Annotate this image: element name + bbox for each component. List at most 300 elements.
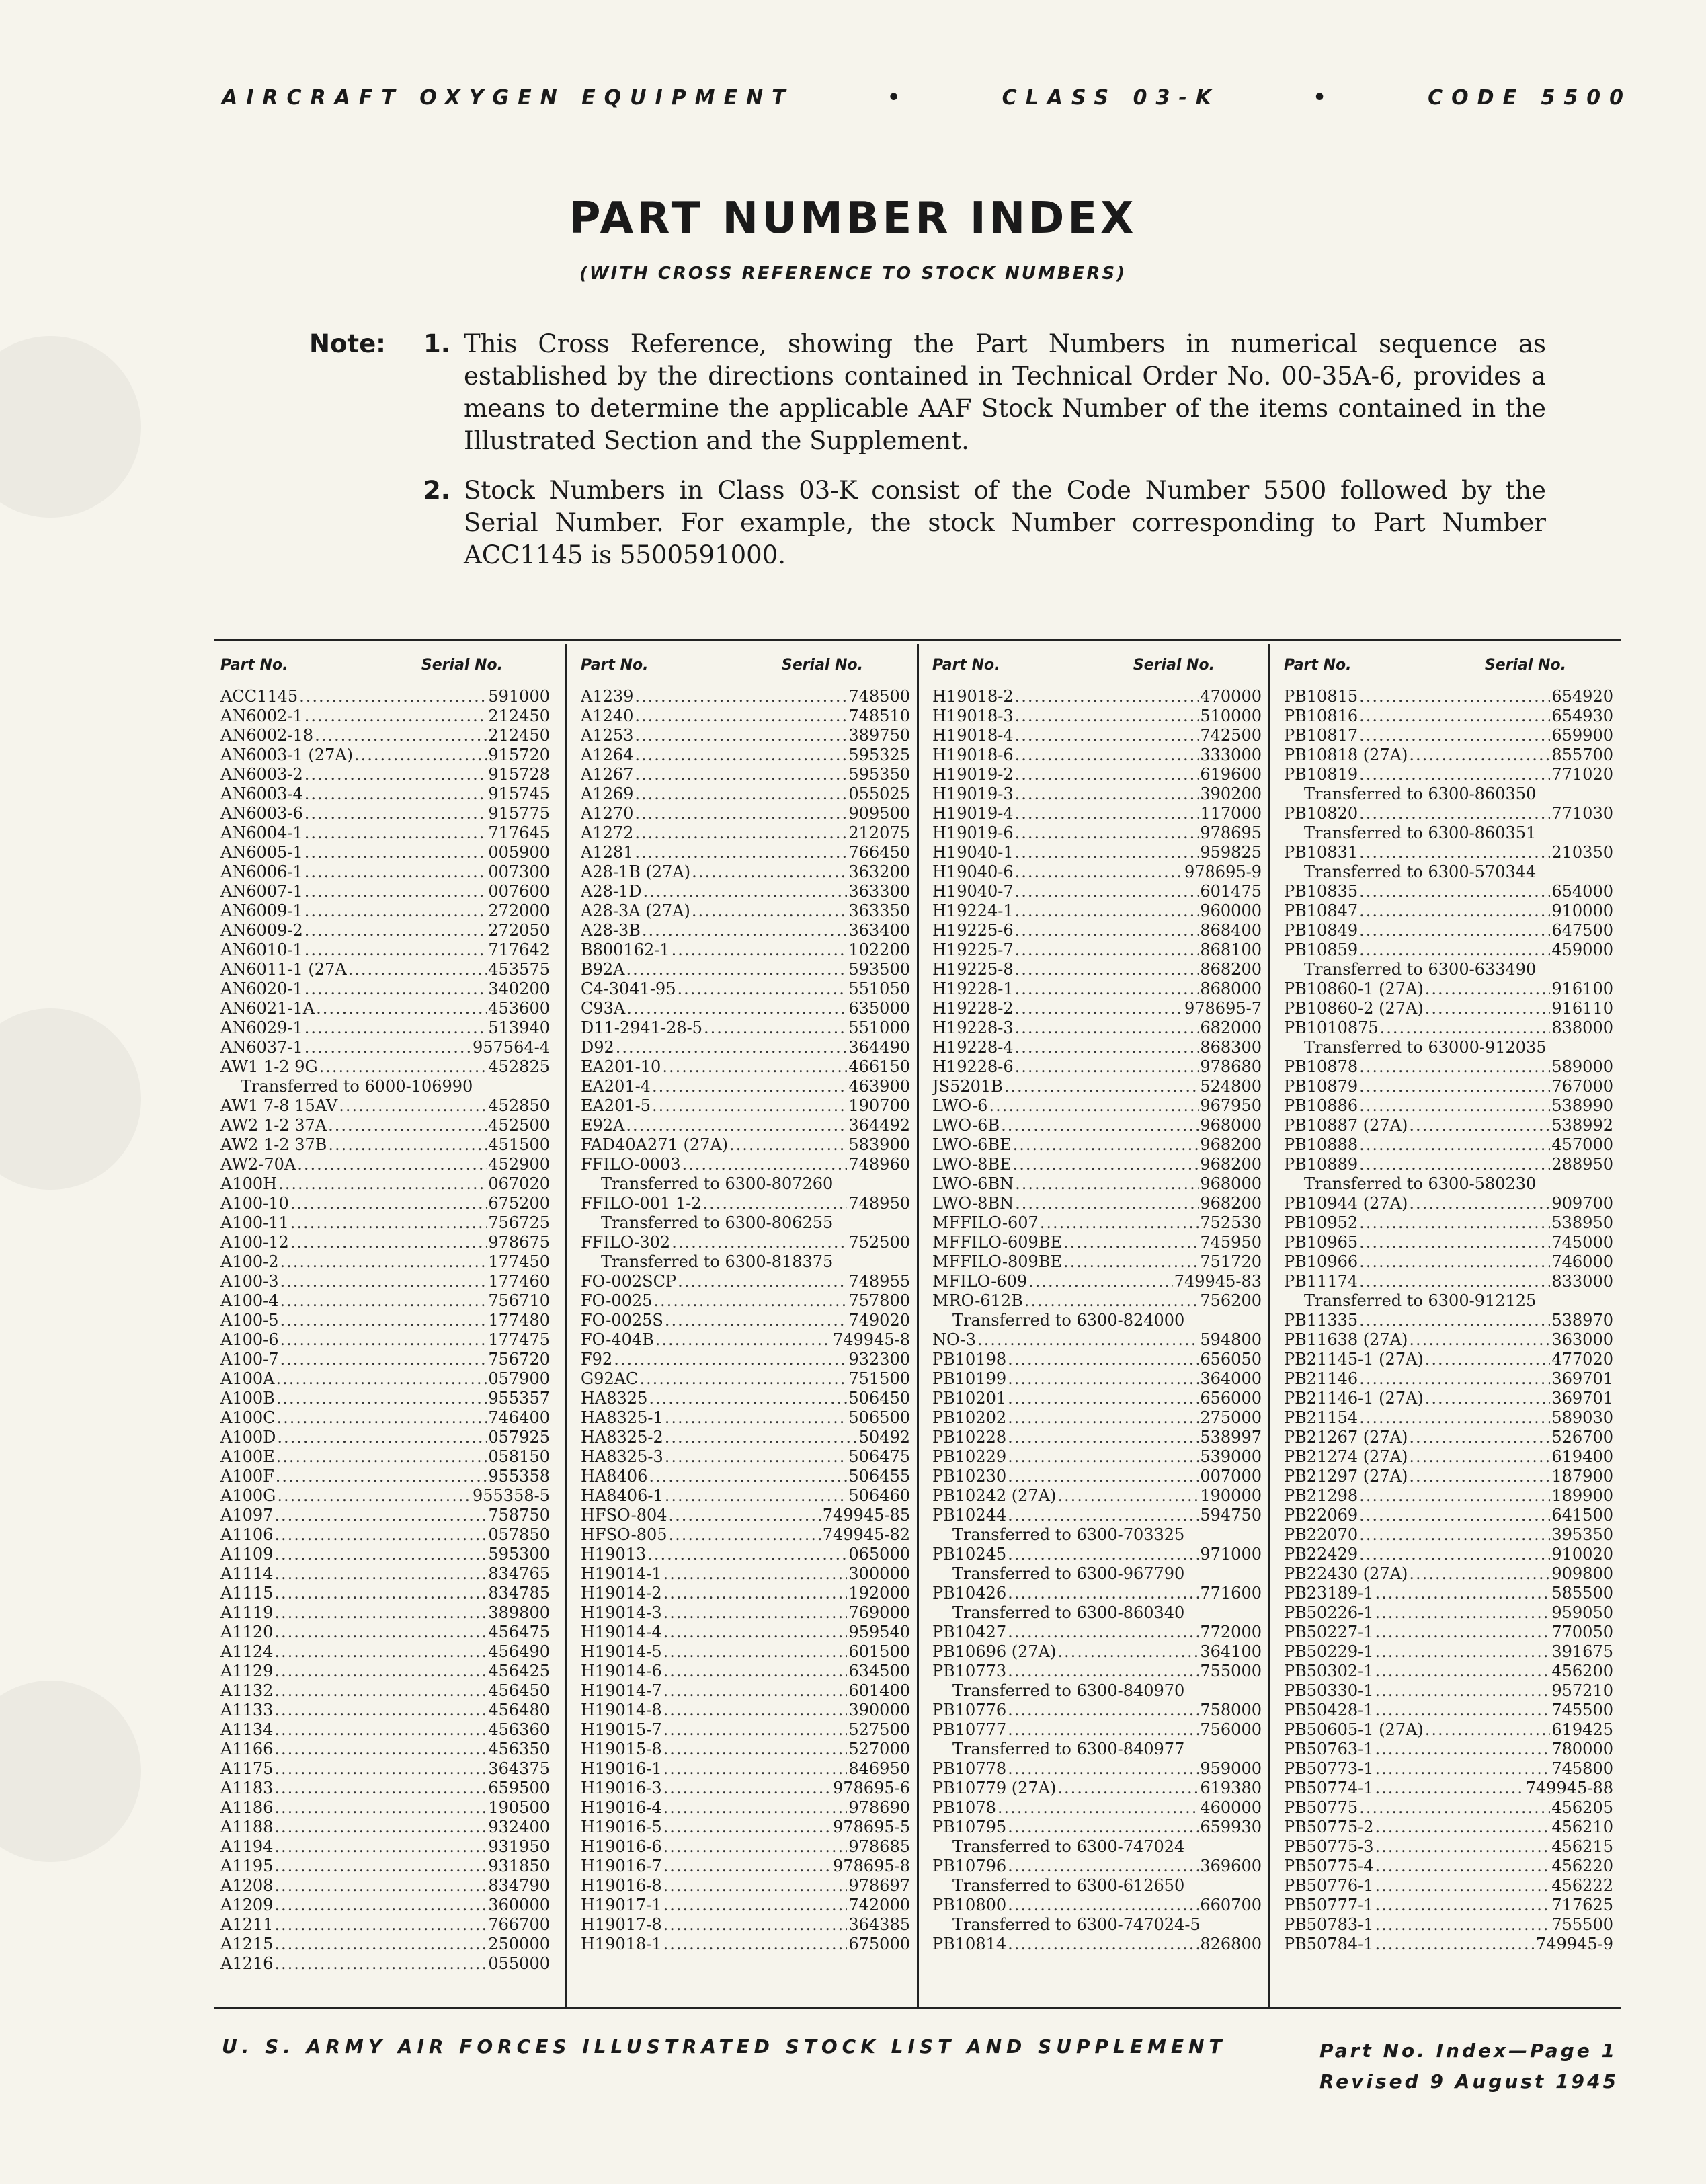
- leader-dots: [276, 1467, 487, 1486]
- serial-number: 932300: [848, 1350, 910, 1369]
- transfer-note: [581, 1252, 910, 1272]
- leader-dots: [1008, 1623, 1199, 1642]
- leader-dots: [1008, 1369, 1199, 1389]
- serial-number: 057925: [488, 1428, 550, 1447]
- footer-publication: U. S. ARMY AIR FORCES ILLUSTRATED STOCK LIST AND SUPPLEMENT: [222, 2035, 1227, 2058]
- leader-dots: [1008, 1447, 1199, 1467]
- part-number: A1175: [220, 1759, 274, 1778]
- leader-dots: [1375, 1779, 1525, 1798]
- leader-dots: [1004, 1077, 1199, 1096]
- part-number: PB10228: [932, 1428, 1007, 1447]
- index-entry: [581, 1876, 910, 1896]
- index-entry: [1284, 1252, 1613, 1272]
- serial-number: 055025: [848, 784, 910, 803]
- serial-number: 250000: [488, 1935, 550, 1953]
- part-number: PB10849: [1284, 921, 1358, 940]
- index-entry: [1284, 1213, 1613, 1233]
- part-number: A100A: [220, 1369, 275, 1388]
- index-entry: [1284, 1233, 1613, 1252]
- index-entry: [1284, 1486, 1613, 1506]
- header-bullet: •: [1313, 86, 1335, 110]
- part-number: PB10201: [932, 1389, 1007, 1408]
- leader-dots: [1015, 804, 1199, 823]
- leader-dots: [1359, 1135, 1550, 1155]
- index-entry: [581, 1330, 910, 1350]
- leader-dots: [277, 1486, 471, 1506]
- part-number: FO-0025: [581, 1291, 653, 1310]
- leader-dots: [1008, 1350, 1199, 1369]
- index-entry: [220, 1233, 550, 1252]
- leader-dots: [635, 784, 847, 804]
- leader-dots: [635, 765, 847, 784]
- part-number: A1132: [220, 1681, 274, 1700]
- part-number: H19016-4: [581, 1798, 662, 1817]
- leader-dots: [729, 1135, 847, 1155]
- part-number: PB10777: [932, 1720, 1007, 1739]
- part-number: A1188: [220, 1818, 274, 1836]
- part-number: PB10427: [932, 1623, 1007, 1642]
- index-entry: [932, 1135, 1262, 1155]
- leader-dots: [1375, 1603, 1551, 1623]
- leader-dots: [304, 765, 487, 784]
- index-entry: [581, 1018, 910, 1038]
- column-header: [932, 652, 1262, 679]
- index-entry: [1284, 1096, 1613, 1116]
- leader-dots: [655, 1330, 831, 1350]
- serial-number: 751500: [848, 1369, 910, 1388]
- part-number: PB21297 (27A): [1284, 1467, 1408, 1486]
- index-entry: [220, 979, 550, 999]
- serial-number: 748950: [848, 1194, 910, 1213]
- serial-number: 506455: [848, 1467, 910, 1486]
- serial-number: 647500: [1551, 921, 1613, 940]
- part-number: JS5201B: [932, 1077, 1003, 1096]
- index-entry: [220, 1798, 550, 1818]
- index-entry: [220, 1857, 550, 1876]
- index-entry: [1284, 1018, 1613, 1038]
- serial-number: 363300: [848, 882, 910, 901]
- part-number: PB50428-1: [1284, 1701, 1374, 1720]
- leader-dots: [277, 1408, 487, 1428]
- leader-dots: [669, 1525, 821, 1545]
- serial-number: 916110: [1551, 999, 1613, 1018]
- serial-number: 748510: [848, 706, 910, 725]
- index-entry: [1284, 882, 1613, 901]
- leader-dots: [1015, 687, 1199, 706]
- index-entry: [581, 901, 910, 921]
- leader-dots: [1008, 1935, 1199, 1954]
- leader-dots: [1008, 1818, 1199, 1837]
- serial-number: 457000: [1551, 1135, 1613, 1154]
- leader-dots: [1375, 1857, 1551, 1876]
- index-entry: [1284, 745, 1613, 765]
- leader-dots: [672, 940, 848, 960]
- part-number: PB10889: [1284, 1155, 1358, 1174]
- index-entry: [581, 1467, 910, 1486]
- note-number: 2.: [423, 476, 450, 505]
- serial-number: 660700: [1200, 1896, 1262, 1914]
- part-number: AN6002-18: [220, 726, 314, 745]
- index-entry: [932, 1291, 1262, 1311]
- index-entry: [1284, 1155, 1613, 1174]
- leader-dots: [1359, 1077, 1550, 1096]
- part-number: AN6009-1: [220, 901, 303, 920]
- serial-number: 834785: [488, 1584, 550, 1603]
- serial-number: 978690: [848, 1798, 910, 1817]
- leader-dots: [626, 999, 847, 1018]
- serial-number: 770050: [1551, 1623, 1613, 1642]
- part-number: H19014-1: [581, 1564, 662, 1583]
- leader-dots: [274, 1623, 487, 1642]
- leader-dots: [315, 726, 487, 745]
- leader-dots: [1375, 1642, 1551, 1662]
- transfer-text: Transferred to 6300-860350: [1304, 784, 1537, 803]
- leader-dots: [274, 1915, 487, 1935]
- part-number: AN6007-1: [220, 882, 303, 901]
- part-number: H19019-4: [932, 804, 1014, 823]
- leader-dots: [274, 1564, 487, 1584]
- leader-dots: [663, 1623, 848, 1642]
- part-number: NO-3: [932, 1330, 976, 1349]
- index-entry: [1284, 1506, 1613, 1525]
- transfer-text: Transferred to 63000-912035: [1304, 1038, 1547, 1057]
- index-entry: [1284, 1759, 1613, 1779]
- leader-dots: [665, 1447, 848, 1467]
- leader-dots: [1359, 1233, 1550, 1252]
- leader-dots: [1375, 1584, 1551, 1603]
- index-entry: [220, 1428, 550, 1447]
- part-number: A100-10: [220, 1194, 289, 1213]
- transfer-note: [932, 1564, 1262, 1584]
- index-entry: [581, 1408, 910, 1428]
- transfer-text: Transferred to 6300-612650: [952, 1876, 1185, 1895]
- leader-dots: [277, 1428, 487, 1447]
- part-number: LWO-6: [932, 1096, 988, 1115]
- index-entry: [220, 1135, 550, 1155]
- serial-number: 838000: [1551, 1018, 1613, 1037]
- serial-number: 757800: [848, 1291, 910, 1310]
- leader-dots: [649, 1467, 847, 1486]
- part-number: FFILO-0003: [581, 1155, 681, 1174]
- leader-dots: [1375, 1915, 1551, 1935]
- part-number: PB10816: [1284, 706, 1358, 725]
- leader-dots: [1008, 1545, 1199, 1564]
- column-header-serial: Serial No.: [781, 657, 863, 674]
- index-entry: [932, 823, 1262, 843]
- part-number: HA8406: [581, 1467, 648, 1486]
- serial-number: 456200: [1551, 1662, 1613, 1681]
- index-entry: [1284, 804, 1613, 823]
- leader-dots: [1409, 1447, 1550, 1467]
- leader-dots: [692, 901, 848, 921]
- leader-dots: [665, 1311, 848, 1330]
- leader-dots: [653, 1291, 847, 1311]
- part-number: H19014-5: [581, 1642, 662, 1661]
- part-number: PB10888: [1284, 1135, 1358, 1154]
- note-label: Note:: [309, 329, 386, 358]
- part-number: A1106: [220, 1525, 274, 1544]
- part-number: A100-3: [220, 1272, 279, 1291]
- leader-dots: [274, 1662, 487, 1681]
- serial-number: 463900: [848, 1077, 910, 1096]
- serial-number: 538950: [1551, 1213, 1613, 1232]
- index-entry: [220, 1564, 550, 1584]
- serial-number: 177475: [488, 1330, 550, 1349]
- part-number: A100C: [220, 1408, 276, 1427]
- part-number: A1264: [581, 745, 634, 764]
- part-number: AN6009-2: [220, 921, 303, 940]
- leader-dots: [1015, 979, 1199, 999]
- index-entry: [581, 960, 910, 979]
- index-entry: [1284, 940, 1613, 960]
- serial-number: 50492: [858, 1428, 910, 1447]
- serial-number: 957210: [1551, 1681, 1613, 1700]
- index-entry: [1284, 1077, 1613, 1096]
- index-entry: [581, 1681, 910, 1701]
- part-number: A1186: [220, 1798, 274, 1817]
- index-entry: [220, 901, 550, 921]
- header-class: CLASS 03-K: [1002, 86, 1221, 110]
- serial-number: 364385: [848, 1915, 910, 1934]
- index-entry: [932, 1798, 1262, 1818]
- serial-number: 591000: [488, 687, 550, 706]
- index-entry: [220, 1759, 550, 1779]
- serial-number: 868200: [1200, 960, 1262, 979]
- index-entry: [220, 687, 550, 706]
- index-entry: [220, 745, 550, 765]
- serial-number: 915720: [488, 745, 550, 764]
- leader-dots: [702, 1194, 847, 1213]
- serial-number: 978695-7: [1184, 999, 1262, 1018]
- serial-number: 717645: [488, 823, 550, 842]
- serial-number: 190700: [848, 1096, 910, 1115]
- part-number: PB10776: [932, 1701, 1007, 1720]
- part-number: D11-2941-28-5: [581, 1018, 702, 1037]
- index-entry: [1284, 901, 1613, 921]
- leader-dots: [704, 1018, 847, 1038]
- serial-number: 601475: [1200, 882, 1262, 901]
- index-entry: [1284, 979, 1613, 999]
- leader-dots: [304, 1038, 471, 1057]
- index-entry: [581, 843, 910, 862]
- index-entry: [220, 1252, 550, 1272]
- leader-dots: [1008, 1720, 1199, 1740]
- leader-dots: [297, 1155, 487, 1174]
- part-number: PB10815: [1284, 687, 1358, 706]
- part-number: HFSO-804: [581, 1506, 667, 1525]
- column-header: [581, 652, 910, 679]
- leader-dots: [1008, 1896, 1199, 1915]
- leader-dots: [643, 882, 848, 901]
- part-number: AN6005-1: [220, 843, 303, 862]
- serial-number: 272050: [488, 921, 550, 940]
- serial-number: 959825: [1200, 843, 1262, 862]
- serial-number: 833000: [1551, 1272, 1613, 1291]
- index-entry: [1284, 1642, 1613, 1662]
- part-number: A100-5: [220, 1311, 279, 1330]
- leader-dots: [1001, 1116, 1199, 1135]
- serial-number: 477020: [1551, 1350, 1613, 1369]
- serial-number: 117000: [1200, 804, 1262, 823]
- part-number: AN6037-1: [220, 1038, 303, 1057]
- leader-dots: [299, 687, 487, 706]
- footer-revised-date: Revised 9 August 1945: [1319, 2070, 1619, 2093]
- leader-dots: [1409, 1330, 1550, 1350]
- serial-number: 855700: [1551, 745, 1613, 764]
- serial-number: 333000: [1200, 745, 1262, 764]
- serial-number: 868300: [1200, 1038, 1262, 1057]
- part-number: EA201-4: [581, 1077, 651, 1096]
- leader-dots: [663, 1642, 848, 1662]
- part-number: FO-0025S: [581, 1311, 663, 1330]
- serial-number: 364375: [488, 1759, 550, 1778]
- leader-dots: [1015, 823, 1199, 843]
- part-number: H19019-3: [932, 784, 1014, 803]
- transfer-text: Transferred to 6300-633490: [1304, 960, 1537, 979]
- part-number: LWO-8BE: [932, 1155, 1012, 1174]
- index-entry: [932, 1194, 1262, 1213]
- index-entry: [581, 1545, 910, 1564]
- index-entry: [581, 1057, 910, 1077]
- serial-number: 915775: [488, 804, 550, 823]
- serial-number: 363400: [848, 921, 910, 940]
- index-entry: [1284, 1584, 1613, 1603]
- part-number: H19228-3: [932, 1018, 1014, 1037]
- leader-dots: [304, 1018, 487, 1038]
- leader-dots: [1359, 843, 1550, 862]
- part-number: FFILO-302: [581, 1233, 671, 1252]
- serial-number: 834790: [488, 1876, 550, 1895]
- part-number: A28-1B (27A): [581, 862, 691, 881]
- serial-number: 978685: [848, 1837, 910, 1856]
- leader-dots: [328, 1116, 487, 1135]
- part-number: FO-404B: [581, 1330, 654, 1349]
- part-number: PB10242 (27A): [932, 1486, 1057, 1505]
- leader-dots: [1015, 940, 1199, 960]
- index-entry: [1284, 1857, 1613, 1876]
- serial-number: 909700: [1551, 1194, 1613, 1213]
- part-number: PB50776-1: [1284, 1876, 1374, 1895]
- part-number: A1134: [220, 1720, 274, 1739]
- part-number: A1267: [581, 765, 634, 784]
- serial-number: 654920: [1551, 687, 1613, 706]
- index-entry: [581, 999, 910, 1018]
- part-number: PB10229: [932, 1447, 1007, 1466]
- serial-number: 453600: [488, 999, 550, 1018]
- serial-number: 456350: [488, 1740, 550, 1758]
- leader-dots: [1008, 1662, 1199, 1681]
- leader-dots: [663, 1798, 848, 1818]
- index-entry: [220, 843, 550, 862]
- index-entry: [932, 1369, 1262, 1389]
- index-entry: [1284, 1876, 1613, 1896]
- leader-dots: [635, 687, 847, 706]
- serial-number: 538992: [1551, 1116, 1613, 1135]
- part-number: PB10818 (27A): [1284, 745, 1408, 764]
- serial-number: 968000: [1200, 1116, 1262, 1135]
- leader-dots: [1425, 1389, 1551, 1408]
- serial-number: 363200: [848, 862, 910, 881]
- index-entry: [220, 726, 550, 745]
- serial-number: 055000: [488, 1954, 550, 1973]
- leader-dots: [1015, 862, 1183, 882]
- leader-dots: [274, 1720, 487, 1740]
- leader-dots: [276, 1389, 487, 1408]
- serial-number: 369701: [1551, 1389, 1613, 1408]
- part-number: PB21298: [1284, 1486, 1358, 1505]
- serial-number: 755000: [1200, 1662, 1262, 1681]
- serial-number: 460000: [1200, 1798, 1262, 1817]
- part-number: A100-4: [220, 1291, 279, 1310]
- part-number: A100H: [220, 1174, 278, 1193]
- index-entry: [1284, 765, 1613, 784]
- part-number: PB21267 (27A): [1284, 1428, 1408, 1447]
- part-number: H19018-3: [932, 706, 1014, 725]
- leader-dots: [274, 1798, 487, 1818]
- part-number: PB10965: [1284, 1233, 1358, 1252]
- part-number: A28-3B: [581, 921, 641, 940]
- leader-dots: [1015, 921, 1199, 940]
- index-entry: [220, 960, 550, 979]
- index-entry: [581, 1038, 910, 1057]
- part-number: A1109: [220, 1545, 274, 1564]
- part-number: MFILO-609: [932, 1272, 1028, 1291]
- leader-dots: [678, 1272, 847, 1291]
- index-entry: [220, 765, 550, 784]
- serial-number: 916100: [1551, 979, 1613, 998]
- leader-dots: [1359, 1096, 1550, 1116]
- serial-number: 659900: [1551, 726, 1613, 745]
- leader-dots: [663, 1584, 848, 1603]
- index-entry: [581, 882, 910, 901]
- leader-dots: [614, 1350, 847, 1369]
- serial-number: 968200: [1200, 1155, 1262, 1174]
- leader-dots: [274, 1740, 487, 1759]
- leader-dots: [354, 745, 487, 765]
- leader-dots: [1015, 784, 1199, 804]
- transfer-note: [581, 1174, 910, 1194]
- part-number: PB50773-1: [1284, 1759, 1374, 1778]
- leader-dots: [1015, 882, 1199, 901]
- serial-number: 749945-9: [1536, 1935, 1613, 1953]
- serial-number: 527000: [848, 1740, 910, 1758]
- serial-number: 007300: [488, 862, 550, 881]
- part-number: C4-3041-95: [581, 979, 676, 998]
- part-number: AN6010-1: [220, 940, 303, 959]
- part-number: H19016-7: [581, 1857, 662, 1875]
- part-number: PB10879: [1284, 1077, 1358, 1096]
- serial-number: 619425: [1551, 1720, 1613, 1739]
- leader-dots: [304, 979, 487, 999]
- serial-number: 748955: [848, 1272, 910, 1291]
- index-entry: [220, 784, 550, 804]
- serial-number: 978695-5: [833, 1818, 910, 1836]
- serial-number: 771030: [1551, 804, 1613, 823]
- serial-number: 748500: [848, 687, 910, 706]
- index-entry: [581, 1291, 910, 1311]
- index-entry: [932, 1272, 1262, 1291]
- header-subject: AIRCRAFT OXYGEN EQUIPMENT: [222, 86, 795, 110]
- serial-number: 772000: [1200, 1623, 1262, 1642]
- leader-dots: [647, 1545, 847, 1564]
- index-entry: [581, 1584, 910, 1603]
- serial-number: 931850: [488, 1857, 550, 1875]
- serial-number: 007000: [1200, 1467, 1262, 1486]
- leader-dots: [1409, 1116, 1550, 1135]
- part-number: PB10944 (27A): [1284, 1194, 1408, 1213]
- leader-dots: [304, 706, 487, 726]
- column-header-serial: Serial No.: [1484, 657, 1566, 674]
